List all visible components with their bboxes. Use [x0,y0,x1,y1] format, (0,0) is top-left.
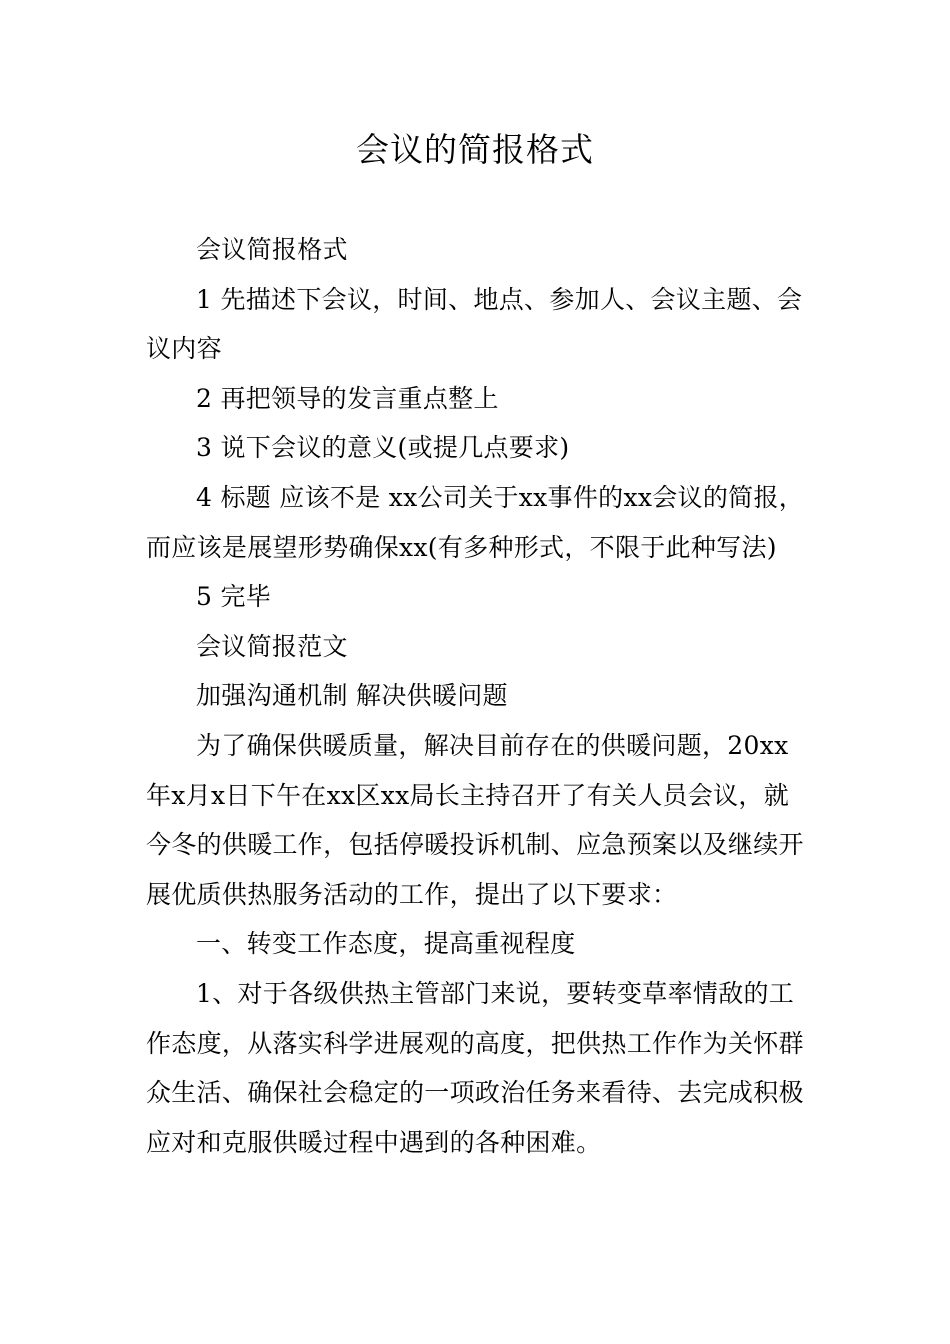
paragraph-sample-heading: 会议简报范文 [196,631,348,661]
document-body [146,225,812,1167]
document-title: 会议的简报格式 [356,130,594,169]
paragraph-step-3: 3 说下会议的意义(或提几点要求) [196,433,570,463]
paragraph-sample-title: 加强沟通机制 解决供暖问题 [196,681,508,711]
paragraph-sample-intro: 为了确保供暖质量，解决目前存在的供暖问题，20xx年x月x日下午在xx区xx局长主持召开了有关人员会议，就今冬的供暖工作，包括停暖投诉机制、应急预案以及继续开展优质供热服务活动的工作，提出了以下要求： [146,730,804,909]
paragraph-step-2: 2 再把领导的发言重点整上 [196,383,499,413]
paragraph-section-1-heading: 一、转变工作态度，提高重视程度 [196,929,576,959]
paragraph-section-1-item-1: 1、对于各级供热主管部门来说，要转变草率情敌的工作态度，从落实科学进展观的高度，把供热工作作为关怀群众生活、确保社会稳定的一项政治任务来看待、去完成积极应对和克服供暖过程中遇到的各种困难。 [146,978,804,1157]
paragraph-step-5: 5 完毕 [196,582,272,612]
paragraph-format-heading: 会议简报格式 [196,235,348,264]
paragraph-step-4: 4 标题 应该不是 xx公司关于xx事件的xx会议的简报，而应该是展望形势确保xx(有多种形式，不限于此种写法) [146,482,805,562]
paragraph-step-1: 1 先描述下会议，时间、地点、参加人、会议主题、会议内容 [146,284,803,364]
